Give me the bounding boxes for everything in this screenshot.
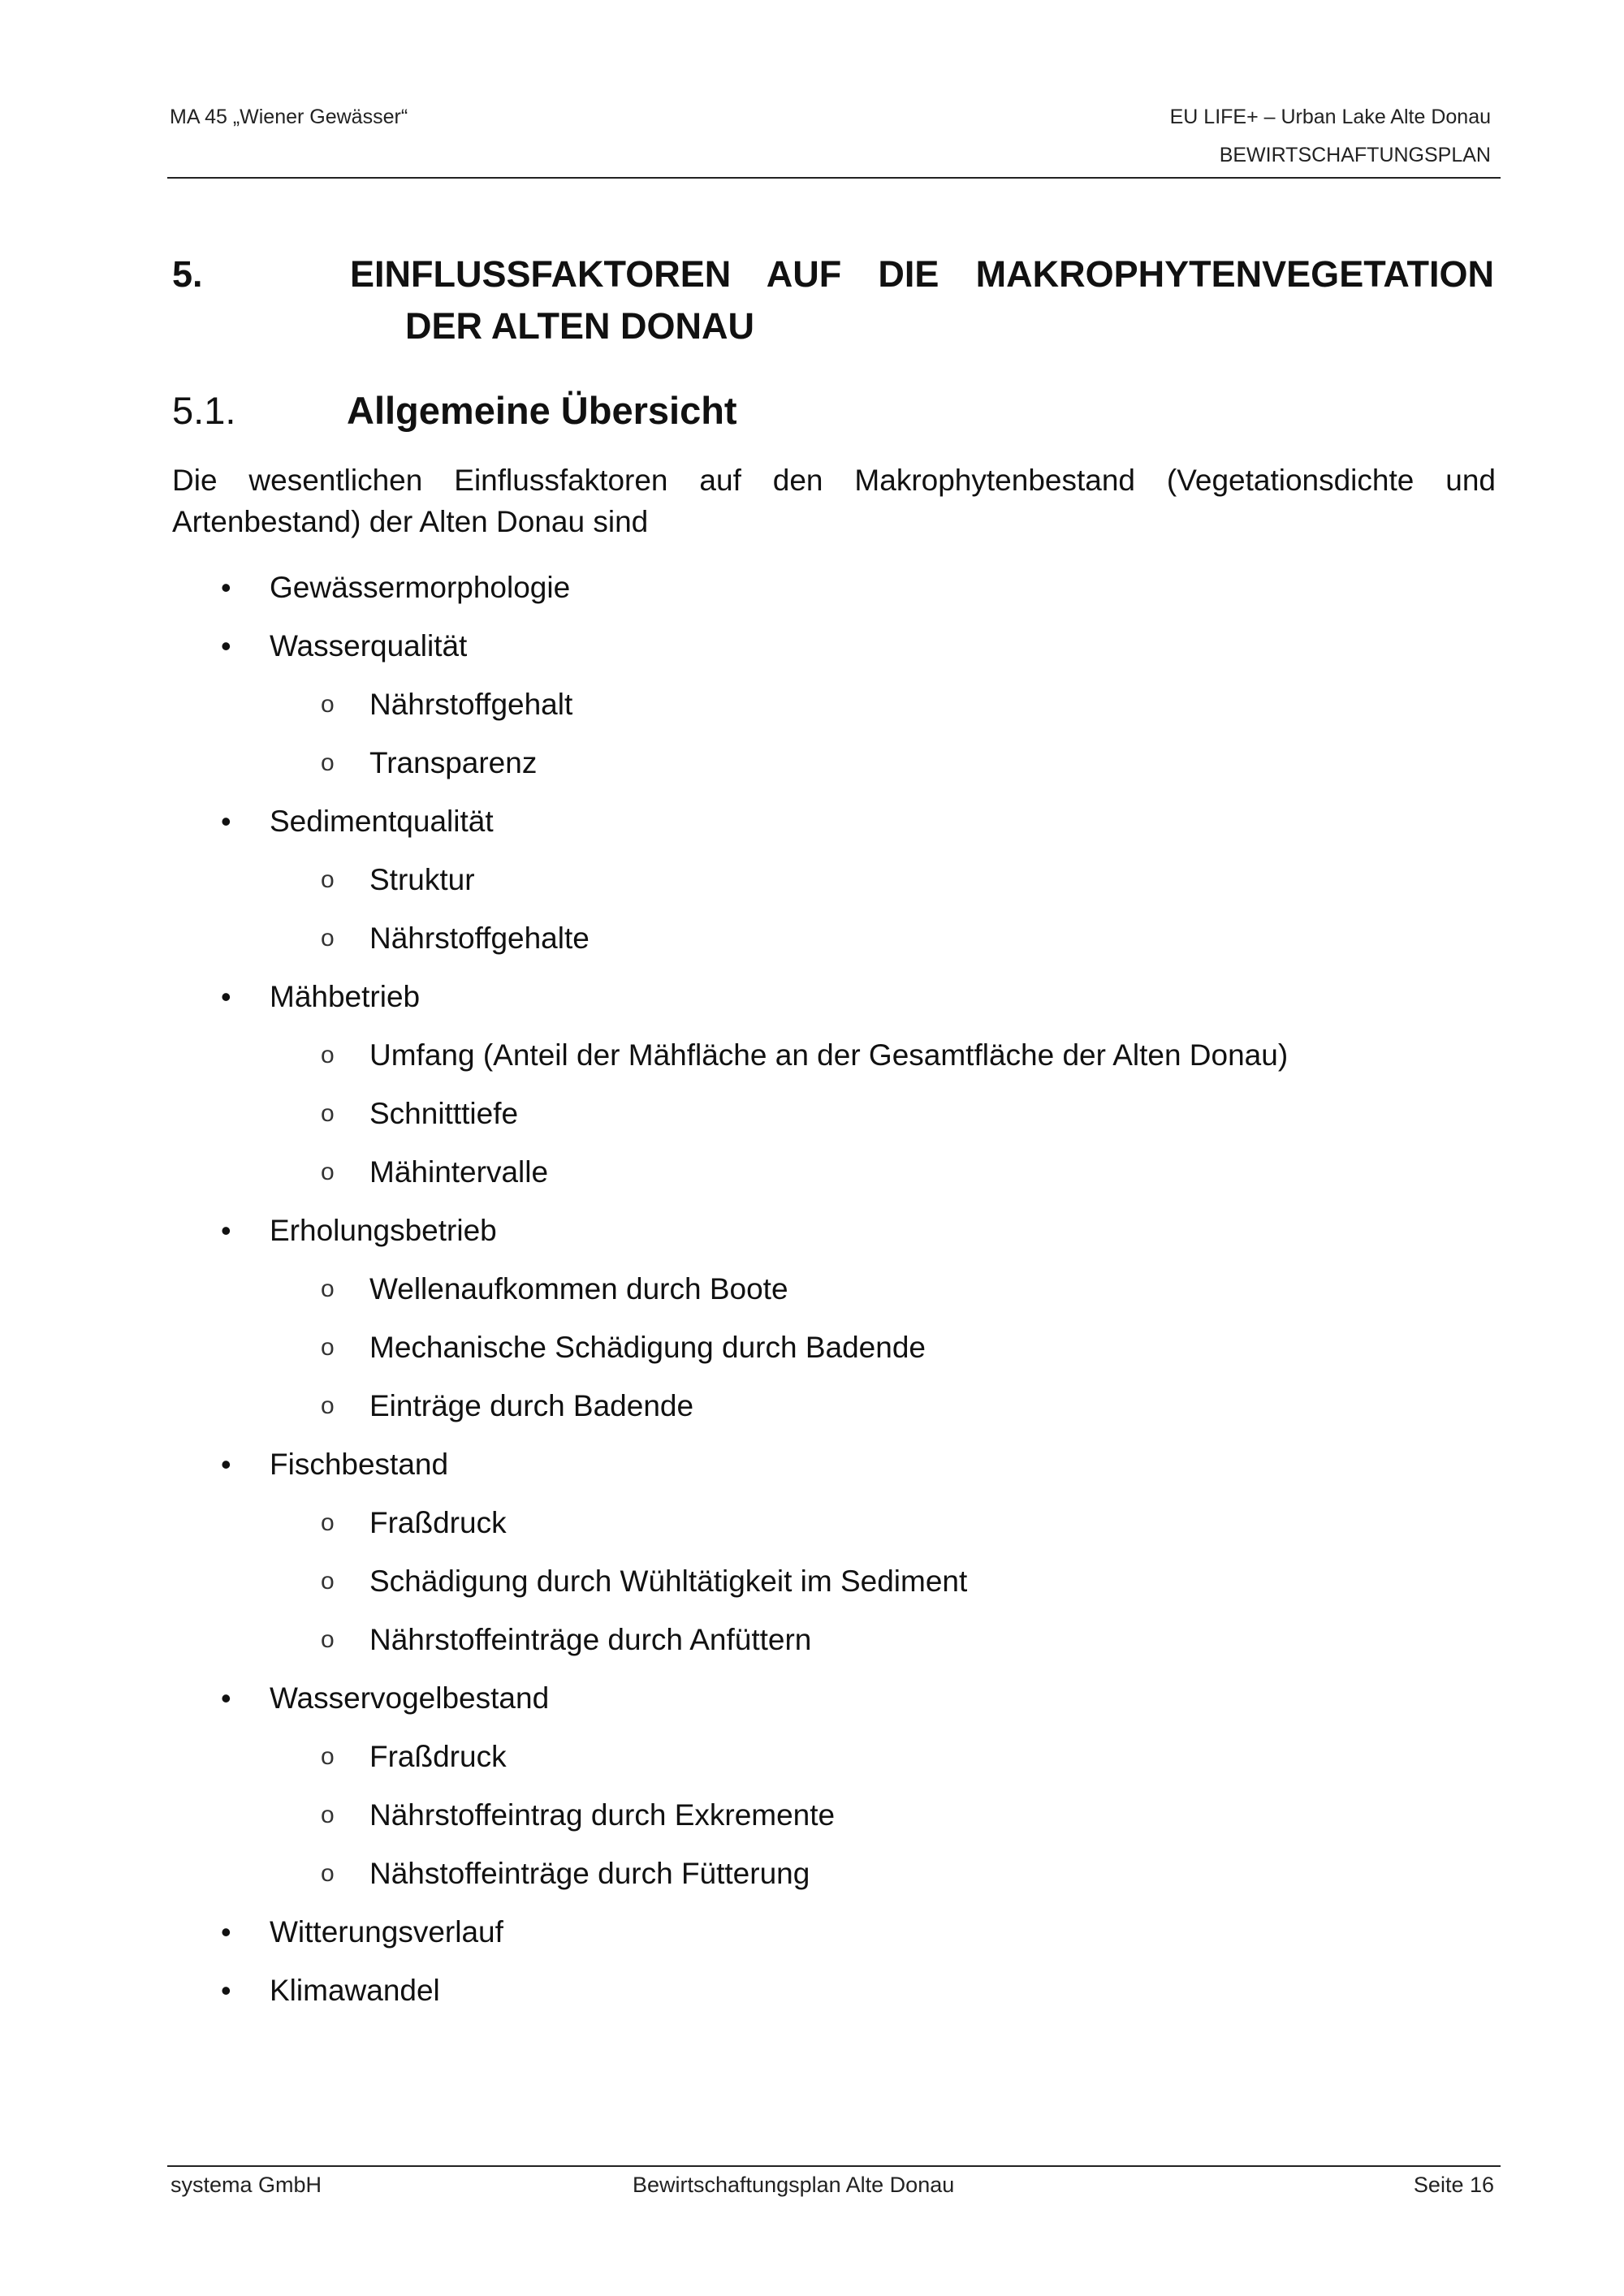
list-item-text: Fraßdruck (369, 1506, 507, 1539)
section-title: Allgemeine Übersicht (347, 389, 737, 432)
circle-bullet-icon: o (321, 1860, 335, 1887)
list-item (0, 1962, 1624, 2020)
circle-bullet-icon: o (321, 1509, 335, 1536)
list-item-text: Nährstoffgehalt (369, 688, 573, 721)
list-item (0, 792, 1624, 851)
sub-list-item (0, 851, 1624, 909)
header-document-type: BEWIRTSCHAFTUNGSPLAN (1219, 144, 1491, 166)
intro-paragraph (172, 460, 1496, 542)
sub-list-item (0, 1611, 1624, 1669)
section-number: 5.1. (172, 389, 236, 432)
sub-list-item (0, 1728, 1624, 1786)
list-item-text: Nährstoffeinträge durch Anfüttern (369, 1623, 812, 1656)
list-item-text: Fischbestand (270, 1448, 449, 1481)
list-item (0, 1669, 1624, 1728)
list-item-text: Wellenaufkommen durch Boote (369, 1272, 788, 1306)
list-item-text: Nährstoffgehalte (369, 921, 590, 955)
footer-divider (167, 2165, 1501, 2167)
circle-bullet-icon: o (321, 1159, 335, 1185)
influence-factor-list (0, 559, 1624, 2020)
circle-bullet-icon: o (321, 1334, 335, 1361)
circle-bullet-icon: o (321, 1626, 335, 1653)
circle-bullet-icon: o (321, 1743, 335, 1770)
circle-bullet-icon: o (321, 1392, 335, 1419)
circle-bullet-icon: o (321, 1100, 335, 1127)
sub-list-item (0, 1318, 1624, 1377)
list-item-text: Nähstoffeinträge durch Fütterung (369, 1857, 810, 1890)
chapter-number: 5. (172, 253, 203, 295)
bullet-icon: • (221, 1214, 231, 1247)
circle-bullet-icon: o (321, 749, 335, 776)
chapter-title-line1: EINFLUSSFAKTOREN AUF DIE MAKROPHYTENVEGETATION (350, 253, 1494, 295)
list-item (0, 559, 1624, 617)
list-item-text: Sedimentqualität (270, 805, 494, 838)
list-item (0, 1903, 1624, 1962)
list-item-text: Klimawandel (270, 1974, 440, 2007)
sub-list-item (0, 1377, 1624, 1435)
chapter-title-line2: DER ALTEN DONAU (405, 305, 754, 347)
list-item-text: Erholungsbetrieb (270, 1214, 497, 1247)
list-item-text: Witterungsverlauf (270, 1915, 503, 1949)
bullet-icon: • (221, 629, 231, 662)
list-item-text: Einträge durch Badende (369, 1389, 694, 1422)
circle-bullet-icon: o (321, 1568, 335, 1595)
list-item-text: Fraßdruck (369, 1740, 507, 1773)
list-item-text: Gewässermorphologie (270, 571, 571, 604)
footer-document-title: Bewirtschaftungsplan Alte Donau (633, 2173, 955, 2197)
list-item-text: Wasserqualität (270, 629, 468, 662)
sub-list-item (0, 1494, 1624, 1552)
circle-bullet-icon: o (321, 1042, 335, 1068)
circle-bullet-icon: o (321, 866, 335, 893)
bullet-icon: • (221, 571, 231, 604)
sub-list-item (0, 1026, 1624, 1085)
list-item-text: Schädigung durch Wühltätigkeit im Sediment (369, 1564, 968, 1598)
header-project-title: EU LIFE+ – Urban Lake Alte Donau (1169, 106, 1491, 128)
circle-bullet-icon: o (321, 1275, 335, 1302)
bullet-icon: • (221, 1915, 231, 1949)
bullet-icon: • (221, 1681, 231, 1715)
sub-list-item (0, 909, 1624, 968)
footer-page-number: Seite 16 (1413, 2173, 1494, 2197)
sub-list-item (0, 1143, 1624, 1202)
list-item (0, 968, 1624, 1026)
header-left-text: MA 45 „Wiener Gewässer“ (170, 106, 408, 128)
sub-list-item (0, 734, 1624, 792)
list-item-text: Nährstoffeintrag durch Exkremente (369, 1798, 836, 1832)
sub-list-item (0, 1845, 1624, 1903)
list-item-text: Transparenz (369, 746, 538, 779)
sub-list-item (0, 1260, 1624, 1318)
intro-line-1: Die wesentlichen Einflussfaktoren auf den Makrophytenbestand (Vegetationsdichte und (172, 464, 1496, 497)
header-divider (167, 177, 1501, 179)
footer-company: systema GmbH (171, 2173, 322, 2197)
circle-bullet-icon: o (321, 925, 335, 952)
sub-list-item (0, 1786, 1624, 1845)
bullet-icon: • (221, 1448, 231, 1481)
bullet-icon: • (221, 980, 231, 1013)
bullet-icon: • (221, 1974, 231, 2007)
list-item-text: Struktur (369, 863, 475, 896)
list-item-text: Wasservogelbestand (270, 1681, 550, 1715)
sub-list-item (0, 1552, 1624, 1611)
list-item-text: Mähbetrieb (270, 980, 421, 1013)
list-item-text: Mähintervalle (369, 1155, 549, 1189)
list-item (0, 1202, 1624, 1260)
list-item-text: Umfang (Anteil der Mähfläche an der Gesamtfläche der Alten Donau) (369, 1038, 1289, 1072)
list-item-text: Mechanische Schädigung durch Badende (369, 1331, 926, 1364)
circle-bullet-icon: o (321, 691, 335, 718)
circle-bullet-icon: o (321, 1802, 335, 1828)
sub-list-item (0, 1085, 1624, 1143)
bullet-icon: • (221, 805, 231, 838)
sub-list-item (0, 675, 1624, 734)
list-item-text: Schnitttiefe (369, 1097, 519, 1130)
list-item (0, 617, 1624, 675)
intro-line-2: Artenbestand) der Alten Donau sind (172, 505, 649, 538)
list-item (0, 1435, 1624, 1494)
